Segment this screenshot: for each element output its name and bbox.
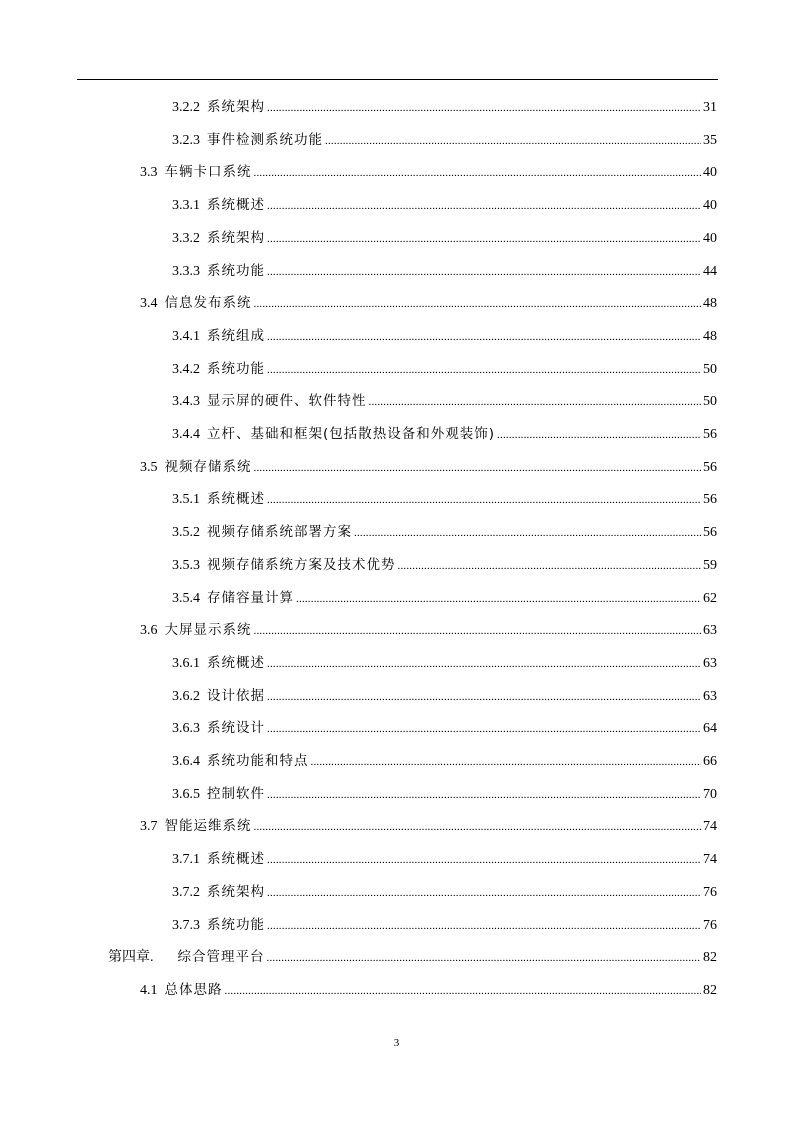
toc-entry[interactable] <box>140 618 717 642</box>
toc-dot-leader <box>369 390 702 414</box>
toc-entry-title: 大屏显示系统 <box>164 622 252 639</box>
toc-dot-leader <box>267 848 701 872</box>
toc-entry-number: 3.4.1 <box>172 328 200 344</box>
toc-dot-leader <box>267 881 701 905</box>
toc-entry[interactable] <box>172 226 717 250</box>
toc-entry-page: 59 <box>703 557 717 573</box>
toc-entry-number: 3.6.1 <box>172 655 200 671</box>
toc-dot-leader <box>267 717 701 741</box>
toc-entry-title: 系统功能 <box>207 916 265 933</box>
toc-entry-page: 74 <box>703 819 717 835</box>
toc-entry-number: 3.3 <box>140 165 158 181</box>
toc-entry-page: 35 <box>703 132 717 148</box>
toc-entry-number: 3.5.2 <box>172 525 200 541</box>
toc-entry-title: 系统架构 <box>207 229 265 246</box>
toc-entry-title: 系统架构 <box>207 99 265 115</box>
toc-entry[interactable] <box>172 193 717 217</box>
toc-dot-leader <box>267 227 701 251</box>
toc-entry-page: 70 <box>703 786 717 802</box>
toc-entry-page: 40 <box>703 165 717 181</box>
toc-entry-title: 智能运维系统 <box>164 818 252 835</box>
toc-entry-page: 48 <box>703 328 717 344</box>
toc-entry-number: 3.6.5 <box>172 786 200 802</box>
toc-entry-number: 3.6 <box>140 623 158 639</box>
toc-entry-number: 3.6.4 <box>172 754 200 769</box>
toc-entry[interactable] <box>172 651 717 675</box>
toc-entry[interactable] <box>140 978 717 1002</box>
toc-entry-title: 存储容量计算 <box>207 589 294 606</box>
toc-entry-page: 74 <box>703 852 717 868</box>
toc-entry-number: 3.6.2 <box>172 688 200 704</box>
toc-entry-number: 3.2.2 <box>172 100 200 115</box>
toc-dot-leader <box>254 161 702 185</box>
toc-entry-title: 系统概述 <box>207 197 265 214</box>
toc-entry[interactable] <box>172 324 717 348</box>
toc-entry[interactable] <box>172 913 717 937</box>
toc-entry[interactable] <box>140 455 717 479</box>
toc-entry-page: 64 <box>703 721 717 737</box>
toc-entry[interactable] <box>140 291 717 315</box>
toc-entry-page: 63 <box>703 688 717 704</box>
toc-entry-title: 事件检测系统功能 <box>207 131 323 148</box>
toc-entry-title: 总体思路 <box>164 981 223 998</box>
toc-entry-page: 76 <box>703 884 717 900</box>
toc-dot-leader <box>254 619 702 643</box>
toc-entry-number: 3.4.2 <box>172 361 200 377</box>
header-rule <box>77 79 718 80</box>
toc-entry-number: 3.5 <box>140 459 158 475</box>
toc-entry[interactable] <box>172 487 717 511</box>
toc-entry[interactable] <box>172 520 717 544</box>
toc-entry-page: 82 <box>703 982 717 998</box>
toc-entry-page: 50 <box>703 394 717 410</box>
toc-entry-title: 系统概述 <box>207 491 265 508</box>
toc-entry-number: 3.7 <box>140 819 158 835</box>
toc-entry[interactable] <box>172 259 717 283</box>
toc-dot-leader <box>254 292 702 316</box>
toc-entry-title: 系统设计 <box>207 720 265 737</box>
toc-entry[interactable] <box>172 357 717 381</box>
toc-entry-page: 56 <box>703 459 717 475</box>
toc-entry-page: 31 <box>703 100 717 115</box>
toc-dot-leader <box>254 456 702 480</box>
toc-entry[interactable] <box>172 422 717 446</box>
toc-dot-leader <box>325 129 701 153</box>
toc-entry-title: 设计依据 <box>207 687 265 704</box>
toc-entry-number: 3.4.3 <box>172 394 200 410</box>
toc-entry-page: 63 <box>703 623 717 639</box>
toc-dot-leader <box>497 423 701 447</box>
toc-entry-page: 56 <box>703 525 717 541</box>
toc-entry-page: 40 <box>703 198 717 214</box>
toc-entry-page: 56 <box>703 492 717 508</box>
toc-dot-leader <box>254 815 702 839</box>
toc-dot-leader <box>267 652 701 676</box>
toc-entry-page: 76 <box>703 917 717 933</box>
toc-entry[interactable] <box>172 553 717 577</box>
toc-entry-title: 系统功能和特点 <box>207 753 309 769</box>
toc-entry-title: 控制软件 <box>207 785 265 802</box>
toc-entry[interactable] <box>108 945 717 969</box>
toc-dot-leader <box>398 554 702 578</box>
toc-entry-title: 视频存储系统 <box>164 458 252 475</box>
toc-dot-leader <box>267 96 701 120</box>
toc-entry-number: 3.7.2 <box>172 884 200 900</box>
toc-entry-number: 3.5.1 <box>172 492 200 508</box>
toc-entry-title: 立杆、基础和框架(包括散热设备和外观装饰) <box>207 426 496 442</box>
toc-entry-title: 信息发布系统 <box>164 295 252 312</box>
toc-entry-title: 显示屏的硬件、软件特性 <box>207 393 367 410</box>
toc-entry-number: 第四章. <box>108 950 154 966</box>
toc-entry-title: 视频存储系统方案及技术优势 <box>207 556 396 573</box>
toc-entry-number: 3.3.3 <box>172 263 200 279</box>
toc-entry[interactable] <box>172 95 717 119</box>
toc-entry[interactable] <box>172 847 717 871</box>
toc-dot-leader <box>354 521 701 545</box>
toc-entry-title: 综合管理平台 <box>177 949 265 966</box>
toc-entry-number: 3.7.3 <box>172 917 200 933</box>
toc-entry-number: 3.2.3 <box>172 132 200 148</box>
toc-entry[interactable] <box>140 160 717 184</box>
toc-entry-page: 82 <box>703 950 717 966</box>
toc-entry-number: 3.6.3 <box>172 721 200 737</box>
toc-entry-title: 系统概述 <box>207 851 265 868</box>
toc-entry-number: 3.3.2 <box>172 230 200 246</box>
toc-entry-page: 66 <box>703 754 717 769</box>
toc-entry[interactable] <box>140 814 717 838</box>
toc-entry-number: 3.4.4 <box>172 427 200 442</box>
toc-entry-page: 56 <box>703 427 717 442</box>
toc-dot-leader <box>267 194 701 218</box>
toc-entry[interactable] <box>172 749 717 773</box>
toc-dot-leader <box>267 685 701 709</box>
toc-entry-number: 3.4 <box>140 296 158 312</box>
toc-entry-title: 视频存储系统部署方案 <box>207 524 352 541</box>
toc-entry[interactable] <box>172 782 717 806</box>
toc-entry[interactable] <box>172 716 717 740</box>
toc-entry-page: 44 <box>703 263 717 279</box>
toc-entry-page: 62 <box>703 590 717 606</box>
toc-entry-number: 3.3.1 <box>172 198 200 214</box>
toc-entry-number: 3.5.3 <box>172 557 200 573</box>
toc-entry-title: 系统功能 <box>207 360 265 377</box>
toc-entry[interactable] <box>172 684 717 708</box>
page-number: 3 <box>393 1037 400 1049</box>
toc-dot-leader <box>267 783 701 807</box>
toc-entry[interactable] <box>172 389 717 413</box>
toc-entry-title: 车辆卡口系统 <box>164 164 252 181</box>
toc-dot-leader <box>267 914 701 938</box>
toc-dot-leader <box>296 587 701 611</box>
toc-entry-page: 63 <box>703 655 717 671</box>
toc-entry-number: 3.7.1 <box>172 852 200 868</box>
toc-entry-title: 系统架构 <box>207 883 265 900</box>
toc-entry-page: 40 <box>703 230 717 246</box>
toc-entry-page: 48 <box>703 296 717 312</box>
toc-entry[interactable] <box>172 128 717 152</box>
toc-entry[interactable] <box>172 586 717 610</box>
toc-dot-leader <box>225 979 702 1003</box>
toc-entry-page: 50 <box>703 361 717 377</box>
toc-dot-leader <box>267 325 701 349</box>
toc-dot-leader <box>311 750 702 774</box>
toc-entry-number: 4.1 <box>140 982 158 998</box>
toc-entry[interactable] <box>172 880 717 904</box>
toc-entry-title: 系统概述 <box>207 654 265 671</box>
toc-entry-title: 系统组成 <box>207 327 265 344</box>
toc-entry-number: 3.5.4 <box>172 590 200 606</box>
toc-dot-leader <box>267 260 701 284</box>
toc-dot-leader <box>267 946 702 970</box>
toc-dot-leader <box>267 488 701 512</box>
toc-dot-leader <box>267 358 701 382</box>
toc-entry-title: 系统功能 <box>207 262 265 279</box>
